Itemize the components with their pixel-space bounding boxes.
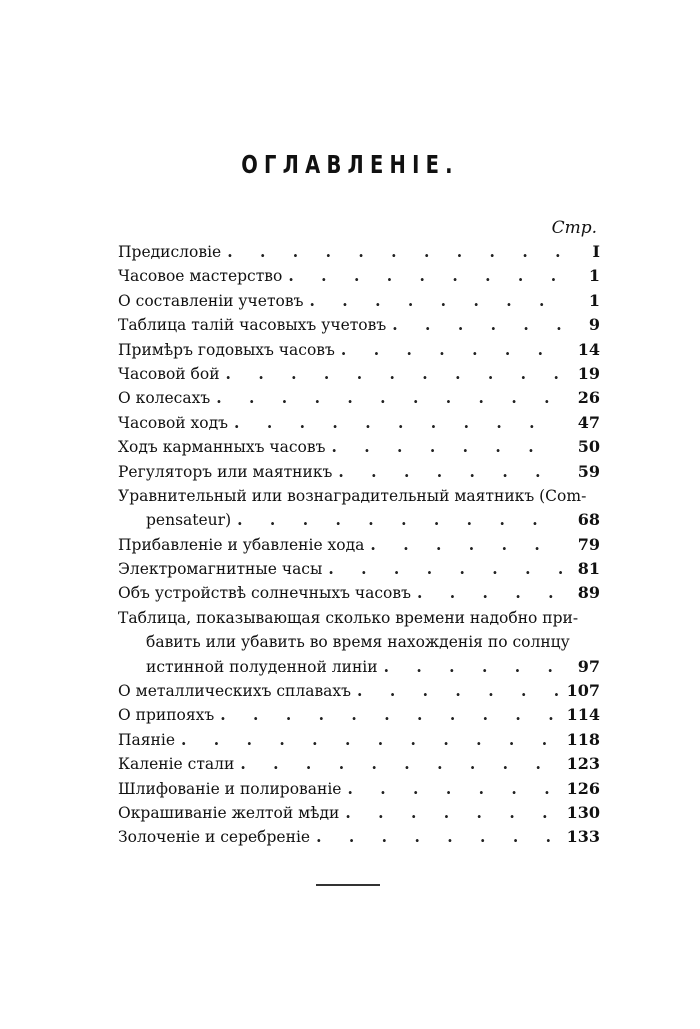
toc-entry <box>118 264 600 288</box>
toc-entry-page: 9 <box>588 315 600 335</box>
page-title: ОГЛАВЛЕНІЕ. <box>241 150 459 179</box>
toc-entry <box>118 801 600 825</box>
toc-leader-dots <box>338 460 562 484</box>
toc-entry-page: 130 <box>566 802 600 822</box>
toc-entry-title: Регуляторъ или маятникъ <box>118 462 333 481</box>
toc-entry <box>118 240 600 264</box>
toc-entry-page: 1 <box>588 290 600 310</box>
toc-entry <box>118 508 600 532</box>
toc-leader-dots <box>181 728 561 752</box>
toc-entry <box>118 435 600 459</box>
toc-leader-dots <box>347 777 560 801</box>
toc-entry <box>118 825 600 849</box>
toc-entry-title: истинной полуденной линіи <box>146 657 378 676</box>
toc-entry-title: Окрашиваніе желтой мѣди <box>118 803 340 822</box>
toc-entry-title: Таблица талій часовыхъ учетовъ <box>118 316 387 335</box>
toc-entry <box>118 728 600 752</box>
toc-leader-dots <box>216 386 562 410</box>
toc-leader-dots <box>226 362 562 386</box>
toc-leader-dots <box>234 411 562 435</box>
toc-entry-title: Уравнительный или вознаградительный маятникъ (Com- <box>118 486 587 505</box>
toc-entry <box>118 362 600 386</box>
toc-entry-page: 133 <box>566 827 600 847</box>
toc-leader-dots <box>345 801 560 825</box>
toc-entry <box>118 752 600 776</box>
toc-entry-title: Примѣръ годовыхъ часовъ <box>118 340 335 359</box>
toc-entry <box>118 581 600 605</box>
toc-entry <box>118 703 600 727</box>
toc-leader-dots <box>309 289 562 313</box>
toc-entry <box>118 484 600 508</box>
toc-leader-dots <box>331 435 562 459</box>
toc-entry-page: I <box>592 242 600 261</box>
toc-entry <box>118 313 600 337</box>
toc-entry-page: 47 <box>577 412 600 432</box>
toc-leader-dots <box>417 581 562 605</box>
toc-leader-dots <box>288 264 562 288</box>
toc-entry-page: 26 <box>577 388 600 408</box>
toc-entry-title: Предисловіе <box>118 243 222 261</box>
toc-entry <box>118 606 600 630</box>
toc-leader-dots <box>341 338 562 362</box>
toc-entry-page: 123 <box>566 754 600 774</box>
toc-entry-page: 114 <box>566 705 600 725</box>
toc-entry-page: 81 <box>577 559 600 579</box>
toc-entry-title: Каленіе стали <box>118 755 235 774</box>
toc-entry <box>118 411 600 435</box>
toc-entry-page: 118 <box>566 729 600 749</box>
toc-entry-title: Золоченіе и серебреніе <box>118 828 311 847</box>
toc-entry-page: 89 <box>577 583 600 603</box>
toc-leader-dots <box>384 655 562 679</box>
toc-entry <box>118 777 600 801</box>
toc-entry-page: 50 <box>577 437 600 457</box>
toc-entry-page: 126 <box>566 778 600 798</box>
toc-entry-page: 79 <box>577 534 600 554</box>
toc-entry-page: 59 <box>577 461 600 481</box>
toc-entry <box>118 533 600 557</box>
toc-entry-page: 68 <box>577 510 600 530</box>
toc-entry-title: О припояхъ <box>118 706 215 725</box>
footer-rule <box>316 884 380 886</box>
toc-entry-title: Часовой бой <box>118 364 220 383</box>
toc-entry-title: Электромагнитные часы <box>118 560 323 579</box>
toc-leader-dots <box>370 533 562 557</box>
toc-entry-title: Прибавленіе и убавленіе хода <box>118 535 365 554</box>
toc-entry-title: Таблица, показывающая сколько времени надобно при- <box>118 608 579 627</box>
toc-entry-page: 1 <box>588 266 600 286</box>
toc-entry-title: бавить или убавить во время нахожденія по солнцу <box>146 633 570 652</box>
toc-entry <box>118 460 600 484</box>
toc-entry-title: Ходъ карманныхъ часовъ <box>118 438 326 457</box>
toc-entry-title: О составленіи учетовъ <box>118 291 304 310</box>
toc-entry <box>118 289 600 313</box>
page-column-header: Стр. <box>551 218 597 238</box>
table-of-contents <box>118 240 600 850</box>
toc-leader-dots <box>392 313 562 337</box>
toc-entry-page: 107 <box>566 681 600 701</box>
toc-entry <box>118 338 600 362</box>
toc-leader-dots <box>316 825 561 849</box>
toc-leader-dots <box>240 752 560 776</box>
toc-entry-page: 19 <box>577 363 600 383</box>
toc-entry-title: pensateur) <box>146 511 232 530</box>
toc-leader-dots <box>220 703 560 727</box>
toc-entry-page: 97 <box>577 656 600 676</box>
toc-entry <box>118 386 600 410</box>
toc-entry <box>118 655 600 679</box>
toc-leader-dots <box>237 508 562 532</box>
toc-entry <box>118 630 600 654</box>
toc-entry <box>118 679 600 703</box>
toc-entry-title: Шлифованіе и полированіе <box>118 779 342 798</box>
toc-leader-dots <box>227 240 562 264</box>
toc-entry-title: Часовое мастерство <box>118 267 283 286</box>
toc-entry <box>118 557 600 581</box>
toc-leader-dots <box>328 557 562 581</box>
toc-entry-page: 14 <box>577 339 600 359</box>
toc-entry-title: Часовой ходъ <box>118 413 229 432</box>
toc-entry-title: Объ устройствѣ солнечныхъ часовъ <box>118 584 411 603</box>
toc-entry-title: О колесахъ <box>118 389 211 408</box>
toc-entry-title: О металлическихъ сплавахъ <box>118 682 352 701</box>
toc-leader-dots <box>357 679 561 703</box>
toc-entry-title: Паяніе <box>118 730 175 749</box>
